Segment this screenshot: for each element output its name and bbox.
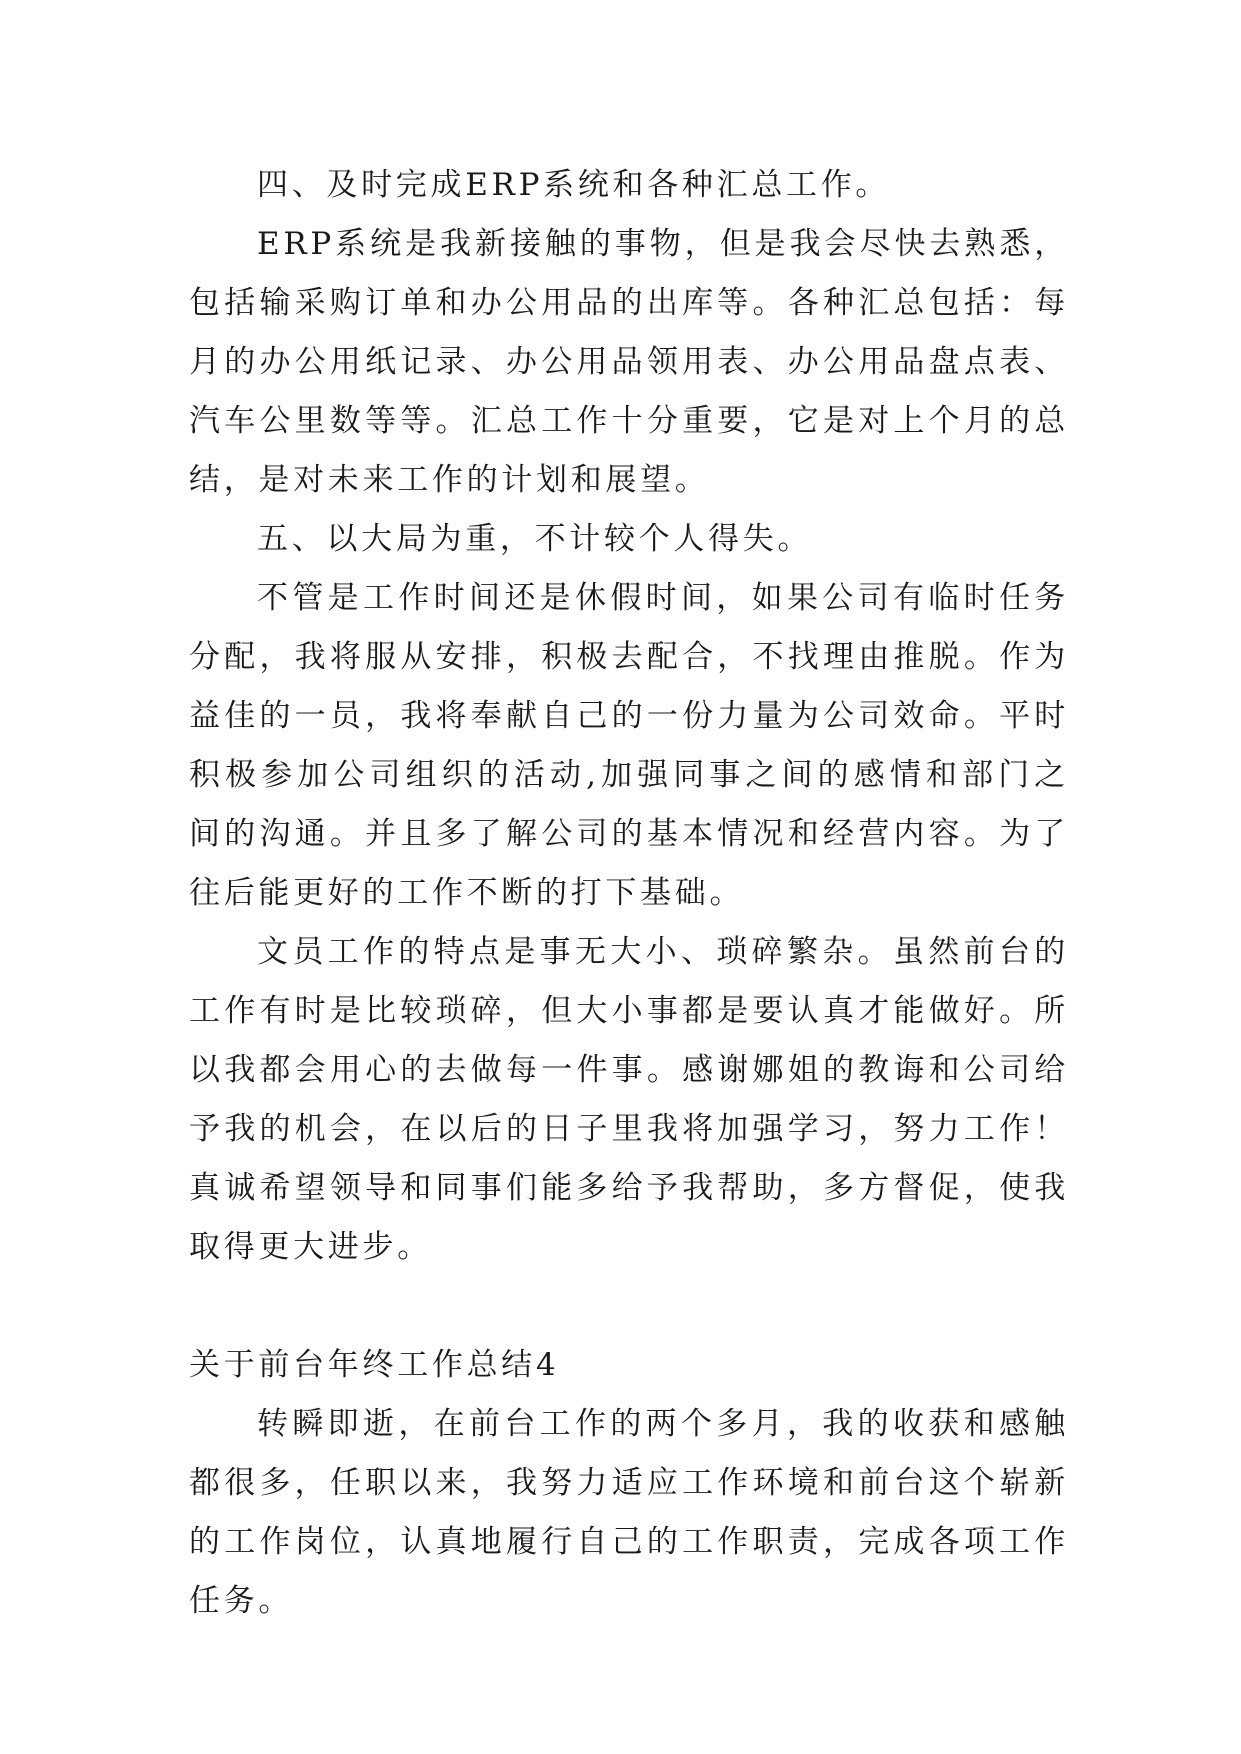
body-paragraph: 转瞬即逝，在前台工作的两个多月，我的收获和感触都很多，任职以来，我努力适应工作环境和前台这个崭新的工作岗位，认真地履行自己的工作职责，完成各项工作任务。 <box>189 1406 1069 1619</box>
body-paragraph: 不管是工作时间还是休假时间，如果公司有临时任务分配，我将服从安排，积极去配合，不找理由推脱。作为益佳的一员，我将奉献自己的一份力量为公司效命。平时积极参加公司组织的活动,加强同事之间的感情和部门之间的沟通。并且多了解公司的基本情况和经营内容。为了往后能更好的工作不断的打下基础。 <box>189 580 1069 911</box>
document-section-title: 关于前台年终工作总结4 <box>189 1347 560 1383</box>
section-heading-five: 五、以大局为重，不计较个人得失。 <box>257 521 813 557</box>
body-paragraph: 文员工作的特点是事无大小、琐碎繁杂。虽然前台的工作有时是比较琐碎，但大小事都是要认真才能做好。所以我都会用心的去做每一件事。感谢娜姐的教诲和公司给予我的机会，在以后的日子里我将加强学习，努力工作！真诚希望领导和同事们能多给予我帮助，多方督促，使我取得更大进步。 <box>189 934 1069 1265</box>
document-body <box>189 156 1069 1631</box>
section-heading-four: 四、及时完成ERP系统和各种汇总工作。 <box>257 167 891 203</box>
body-paragraph: ERP系统是我新接触的事物，但是我会尽快去熟悉，包括输采购订单和办公用品的出库等。各种汇总包括：每月的办公用纸记录、办公用品领用表、办公用品盘点表、汽车公里数等等。汇总工作十分重要，它是对上个月的总结，是对未来工作的计划和展望。 <box>189 226 1069 498</box>
